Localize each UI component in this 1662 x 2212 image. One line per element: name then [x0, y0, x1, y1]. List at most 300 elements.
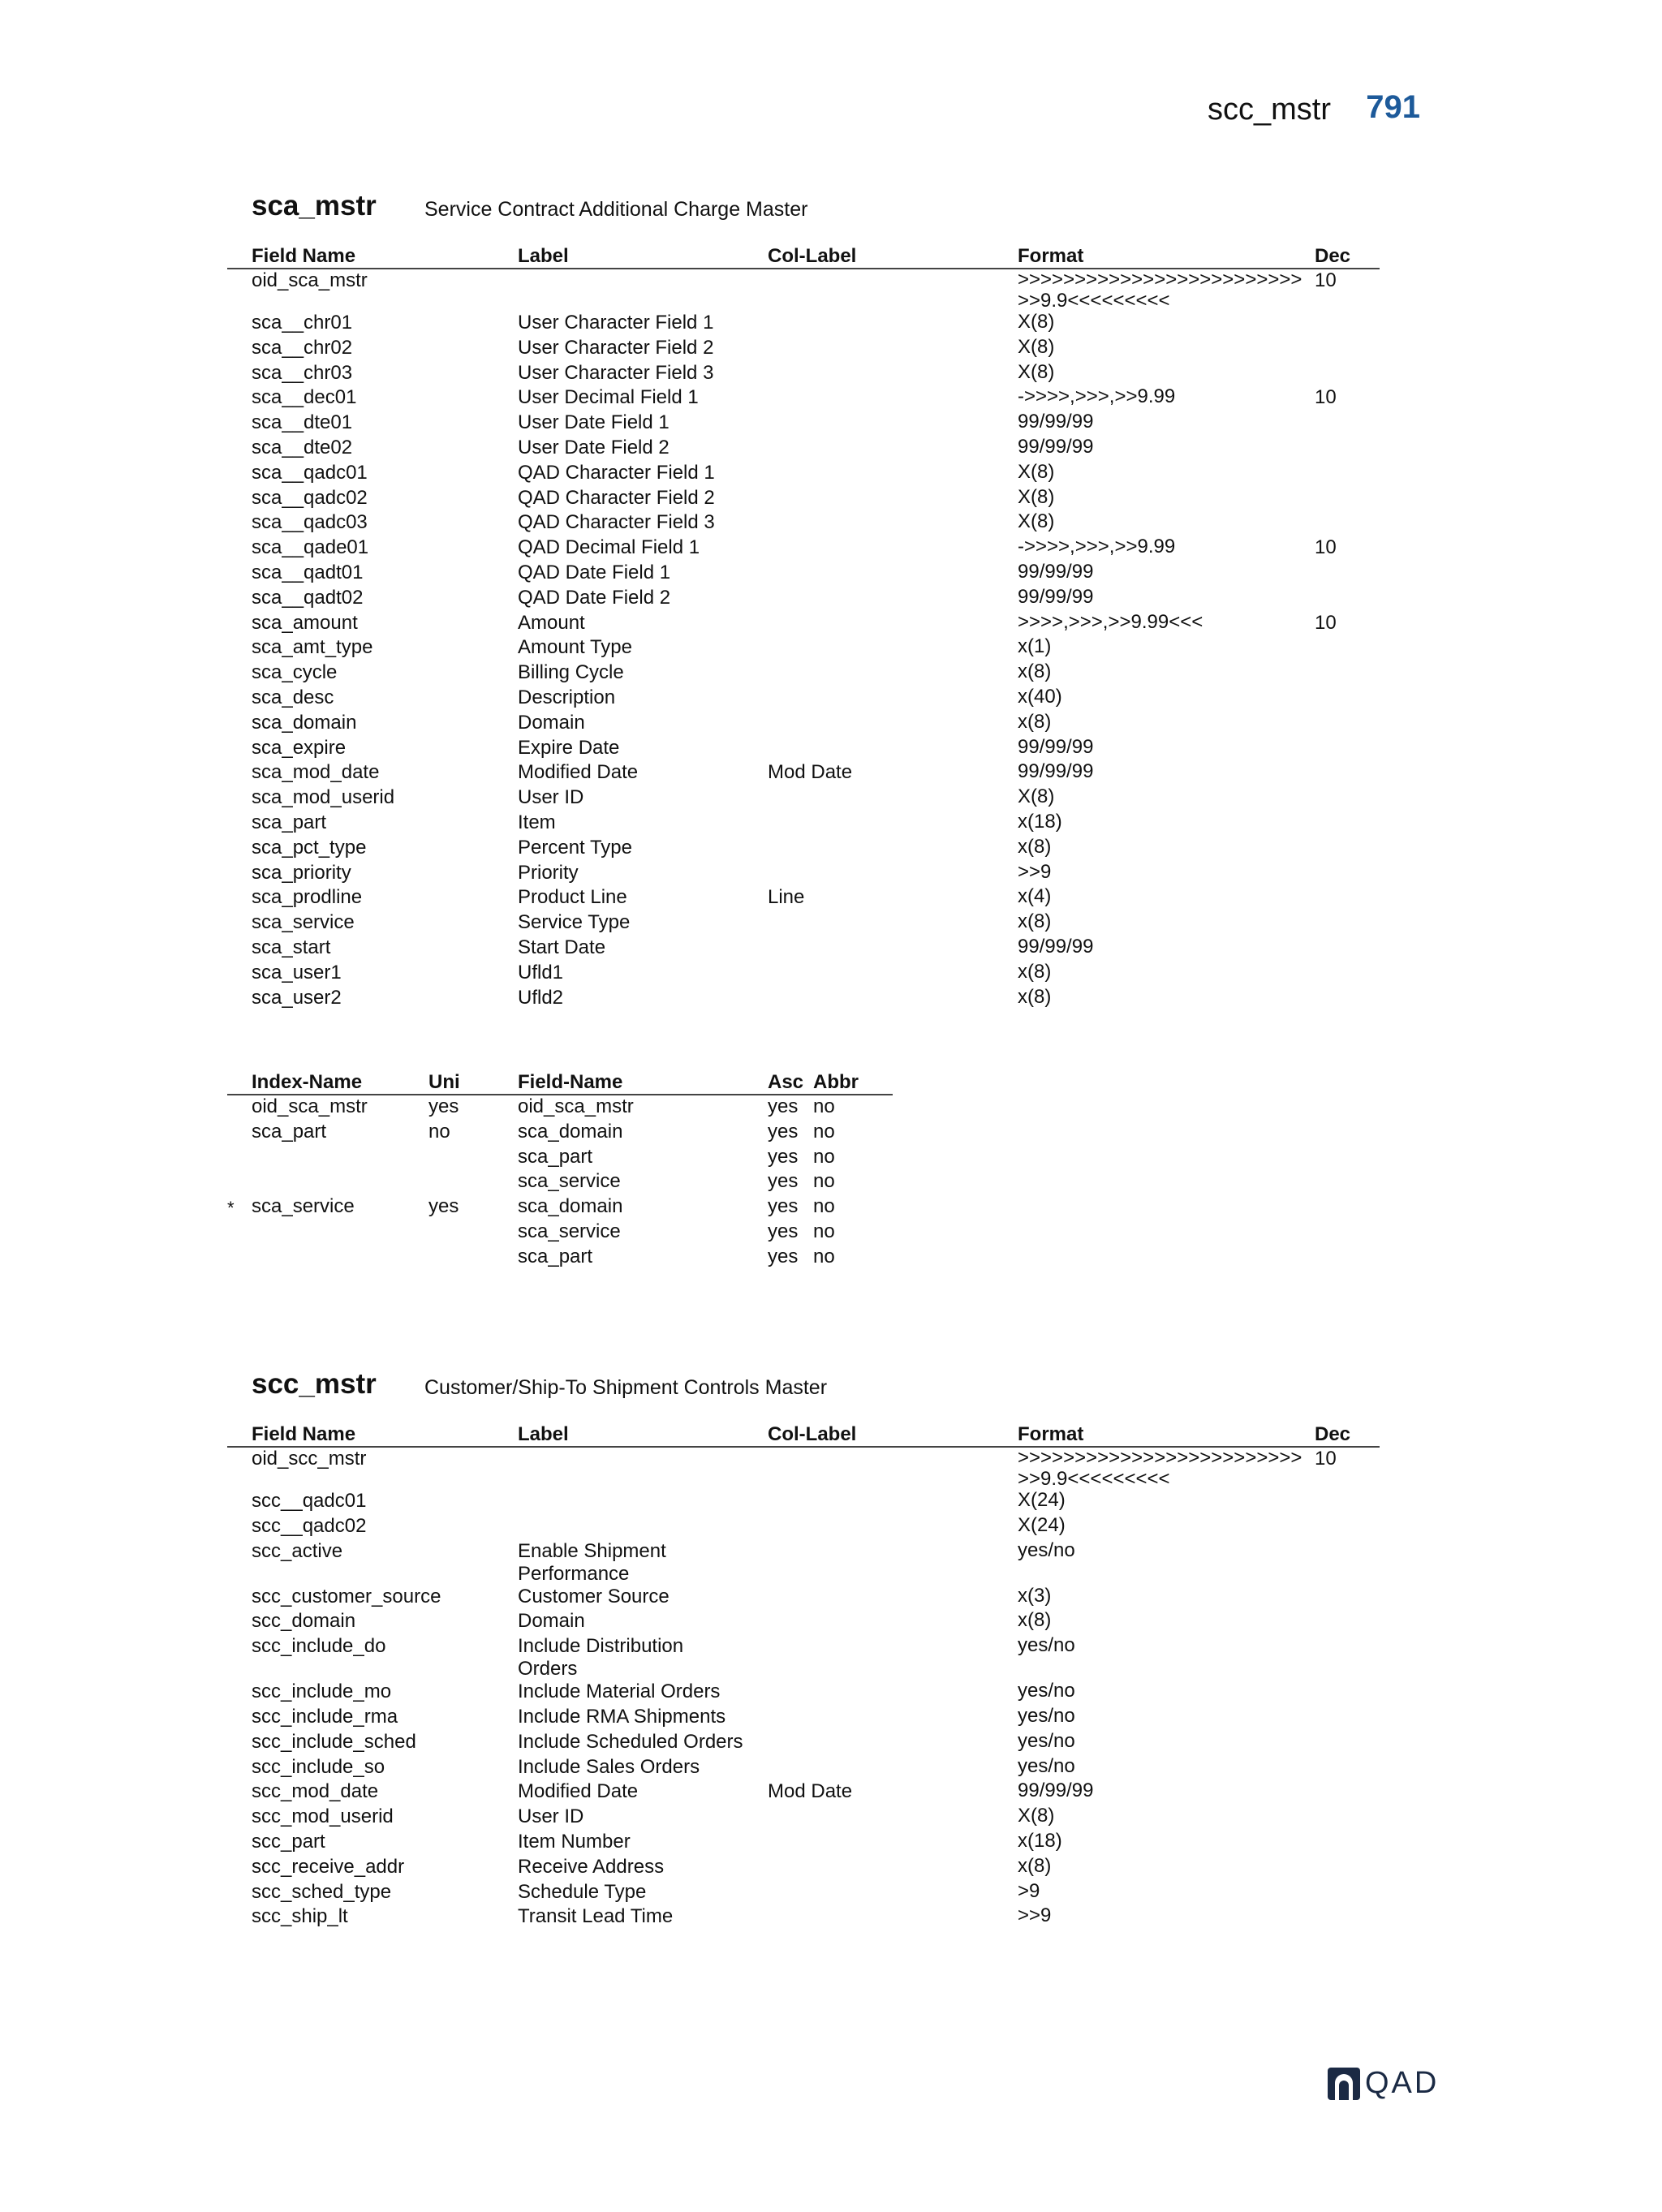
format-cell: yes/no [1018, 1704, 1075, 1727]
format-cell: x(8) [1018, 1854, 1052, 1877]
label-cell: Priority [518, 861, 579, 884]
field-name-cell: oid_sca_mstr [252, 269, 368, 291]
index-name-text: oid_sca_mstr [252, 1095, 368, 1117]
index-name-cell [227, 1220, 428, 1246]
uni-cell [428, 1246, 493, 1271]
dec-cell [1310, 886, 1380, 911]
qad-logo [1328, 2068, 1449, 2103]
label-cell: Service Type [518, 911, 631, 934]
dec-cell [1310, 811, 1380, 837]
uni-cell: no [428, 1120, 450, 1143]
field-name-cell: sca_user1 [252, 961, 342, 983]
label-cell: Include Distribution Orders [518, 1635, 684, 1681]
format-cell: yes/no [1018, 1729, 1075, 1752]
col-label-cell [743, 1515, 993, 1540]
table-row [227, 936, 1380, 962]
page-header [1136, 88, 1445, 136]
col-label-cell [743, 562, 993, 587]
asc-cell: yes [768, 1245, 799, 1267]
field-name-cell: sca__qadt02 [252, 586, 364, 609]
label-cell: Include Scheduled Orders [518, 1730, 743, 1753]
table-row [227, 1731, 1380, 1756]
label-cell: User Character Field 2 [518, 336, 714, 359]
label-cell: Modified Date [518, 761, 639, 784]
table-row [227, 786, 1380, 811]
format-cell: X(8) [1018, 360, 1055, 383]
label-cell: QAD Character Field 2 [518, 486, 715, 509]
label-cell: Amount Type [518, 636, 632, 659]
col-label-cell [743, 511, 993, 536]
section-description: Service Contract Additional Charge Master [424, 198, 808, 221]
field-name-cell: sca_mod_userid [252, 786, 395, 809]
index-field-name-cell: sca_service [518, 1170, 621, 1193]
format-cell: x(8) [1018, 835, 1052, 858]
index-row [227, 1095, 893, 1121]
label-cell: Description [518, 686, 616, 708]
format-cell: 99/99/99 [1018, 411, 1094, 433]
format-cell: x(8) [1018, 960, 1052, 983]
table-row [227, 661, 1380, 686]
index-row [227, 1220, 893, 1246]
uni-cell [428, 1220, 493, 1246]
index-field-name-cell: sca_part [518, 1245, 593, 1267]
table-row [227, 612, 1380, 637]
format-cell: X(24) [1018, 1513, 1066, 1536]
col-label-cell [743, 1831, 993, 1856]
col-label-cell: Mod Date [768, 761, 853, 784]
format-cell: 99/99/99 [1018, 760, 1094, 783]
abbr-cell: no [813, 1095, 835, 1117]
column-header-col-label: Col-Label [743, 242, 993, 269]
table-row [227, 337, 1380, 362]
field-name-cell: sca__chr02 [252, 336, 353, 359]
format-cell: x(4) [1018, 885, 1052, 908]
field-name-cell: scc_domain [252, 1610, 356, 1633]
index-name-cell [227, 1121, 428, 1146]
label-cell: Amount [518, 611, 585, 634]
col-label-cell [743, 462, 993, 487]
label-cell: Start Date [518, 936, 606, 958]
uni-cell: yes [428, 1095, 459, 1117]
format-cell: 99/99/99 [1018, 560, 1094, 583]
dec-cell [1310, 661, 1380, 686]
format-cell: 99/99/99 [1018, 1779, 1094, 1802]
label-cell: Item Number [518, 1830, 631, 1853]
table-row [227, 1540, 1380, 1586]
index-field-name-cell: sca_service [518, 1220, 621, 1242]
dec-cell: 10 [1315, 611, 1337, 634]
column-header-format: Format [993, 242, 1310, 269]
field-name-cell: scc_include_do [252, 1635, 386, 1658]
col-label-cell [743, 1490, 993, 1515]
table-row [227, 1831, 1380, 1856]
abbr-cell: no [813, 1120, 835, 1143]
field-name-cell: scc_include_mo [252, 1681, 392, 1703]
column-header-field-name: Field Name [227, 242, 493, 269]
col-label-cell [743, 1756, 993, 1781]
field-name-cell: sca_pct_type [252, 836, 367, 859]
col-label-cell [743, 386, 993, 411]
abbr-cell: no [813, 1195, 835, 1218]
table-row [227, 1856, 1380, 1881]
dec-cell [1310, 487, 1380, 512]
table-row [227, 386, 1380, 411]
col-label-cell [743, 1706, 993, 1731]
format-cell: x(40) [1018, 685, 1062, 708]
table-row [227, 562, 1380, 587]
table-row [227, 1780, 1380, 1805]
label-cell: Modified Date [518, 1780, 639, 1803]
dec-cell [1310, 1831, 1380, 1856]
field-table-header-row [227, 242, 1380, 269]
label-cell: Domain [518, 711, 585, 734]
asc-cell: yes [768, 1120, 799, 1143]
label-cell: QAD Decimal Field 1 [518, 536, 700, 559]
col-label-cell [743, 686, 993, 712]
col-label-cell [743, 636, 993, 661]
col-label-cell [743, 269, 993, 312]
label-cell: Include Sales Orders [518, 1755, 700, 1778]
index-name-text: sca_part [252, 1120, 327, 1143]
field-name-cell: sca_user2 [252, 986, 342, 1009]
dec-cell: 10 [1315, 1448, 1337, 1470]
col-label-cell [743, 862, 993, 887]
col-label-cell [743, 1540, 993, 1586]
format-cell: X(8) [1018, 311, 1055, 333]
format-cell: x(8) [1018, 710, 1052, 733]
index-row [227, 1146, 893, 1171]
format-cell: yes/no [1018, 1634, 1075, 1657]
label-cell [493, 1515, 743, 1540]
label-cell: User Decimal Field 1 [518, 386, 699, 409]
format-cell: >>>>,>>>,>>9.99<<< [1018, 610, 1203, 633]
col-label-cell [743, 1610, 993, 1635]
asc-cell: yes [768, 1145, 799, 1168]
asc-cell: yes [768, 1220, 799, 1242]
dec-cell [1310, 437, 1380, 462]
format-cell: yes/no [1018, 1539, 1075, 1561]
column-header-index-name: Index-Name [227, 1068, 428, 1095]
dec-cell [1310, 411, 1380, 437]
col-label-cell [743, 911, 993, 936]
dec-cell [1310, 786, 1380, 811]
field-name-cell: sca__qade01 [252, 536, 369, 559]
label-cell [493, 1447, 743, 1490]
dec-cell [1310, 737, 1380, 762]
format-cell: 99/99/99 [1018, 585, 1094, 608]
dec-cell [1310, 862, 1380, 887]
field-name-cell: sca__dte02 [252, 436, 353, 458]
col-label-cell [743, 661, 993, 686]
field-name-cell: scc_sched_type [252, 1880, 392, 1903]
abbr-cell: no [813, 1145, 835, 1168]
dec-cell [1310, 1515, 1380, 1540]
col-label-cell [743, 936, 993, 962]
label-cell: Enable Shipment Performance [518, 1539, 666, 1585]
label-cell: User ID [518, 1805, 584, 1828]
index-table-header-row [227, 1068, 893, 1095]
dec-cell [1310, 337, 1380, 362]
format-cell: x(18) [1018, 1829, 1062, 1852]
field-name-cell: sca_cycle [252, 661, 338, 684]
label-cell [493, 269, 743, 312]
format-cell: x(18) [1018, 810, 1062, 833]
format-cell: X(8) [1018, 1805, 1055, 1827]
table-row [227, 811, 1380, 837]
asc-cell: yes [768, 1195, 799, 1218]
section-description: Customer/Ship-To Shipment Controls Master [424, 1376, 828, 1399]
field-name-cell: sca__qadc02 [252, 486, 368, 509]
format-cell: X(24) [1018, 1489, 1066, 1511]
col-label-cell [743, 712, 993, 737]
table-row [227, 587, 1380, 612]
dec-cell [1310, 562, 1380, 587]
format-cell: x(8) [1018, 910, 1052, 933]
col-label-cell [743, 587, 993, 612]
index-field-name-cell: oid_sca_mstr [518, 1095, 634, 1117]
dec-cell [1310, 911, 1380, 936]
table-row [227, 837, 1380, 862]
table-row [227, 1681, 1380, 1706]
label-cell: Transit Lead Time [518, 1905, 674, 1928]
dec-cell [1310, 1490, 1380, 1515]
dec-cell [1310, 962, 1380, 987]
table-row [227, 712, 1380, 737]
field-name-cell: sca_service [252, 911, 355, 934]
column-header-dec: Dec [1310, 242, 1380, 269]
format-cell: X(8) [1018, 485, 1055, 508]
abbr-cell: no [813, 1170, 835, 1193]
index-name-cell [227, 1170, 428, 1195]
field-name-cell: sca_desc [252, 686, 334, 708]
qad-logo-icon [1328, 2068, 1360, 2100]
label-cell: Percent Type [518, 836, 632, 859]
table-row [227, 1706, 1380, 1731]
col-label-cell [743, 437, 993, 462]
col-label-cell [743, 312, 993, 337]
field-name-cell: scc__qadc02 [252, 1514, 367, 1537]
field-name-cell: sca_priority [252, 861, 351, 884]
dec-cell [1310, 636, 1380, 661]
col-label-cell [743, 1731, 993, 1756]
field-name-cell: scc_include_rma [252, 1705, 398, 1728]
field-name-cell: scc_active [252, 1539, 343, 1562]
label-cell: Include Material Orders [518, 1681, 721, 1703]
dec-cell [1310, 362, 1380, 387]
table-row [227, 1586, 1380, 1611]
dec-cell [1310, 1681, 1380, 1706]
format-cell: 99/99/99 [1018, 435, 1094, 458]
label-cell: QAD Character Field 3 [518, 511, 715, 534]
index-name-cell [227, 1195, 428, 1220]
label-cell: Ufld2 [518, 986, 564, 1009]
column-header-label: Label [493, 242, 743, 269]
section-title: sca_mstr [252, 190, 377, 222]
field-name-cell: sca_part [252, 811, 327, 833]
column-header-label: Label [493, 1420, 743, 1447]
field-name-cell: sca_domain [252, 711, 357, 734]
index-name-cell [227, 1146, 428, 1171]
field-name-cell: sca__qadt01 [252, 561, 364, 583]
index-row [227, 1121, 893, 1146]
label-cell: User Date Field 1 [518, 411, 670, 434]
format-cell: X(8) [1018, 785, 1055, 808]
format-cell: >9 [1018, 1879, 1040, 1902]
index-row [227, 1195, 893, 1220]
col-label-cell [743, 987, 993, 1012]
dec-cell [1310, 987, 1380, 1012]
table-row [227, 962, 1380, 987]
col-label-cell [743, 536, 993, 562]
format-cell: 99/99/99 [1018, 935, 1094, 958]
table-row [227, 362, 1380, 387]
format-cell: >>9 [1018, 860, 1052, 883]
label-cell: User ID [518, 786, 584, 809]
dec-cell: 10 [1315, 536, 1337, 559]
field-name-cell: scc__qadc01 [252, 1490, 367, 1512]
field-name-cell: scc_part [252, 1830, 325, 1853]
col-label-cell [743, 1856, 993, 1881]
dec-cell: 10 [1315, 386, 1337, 409]
table-row [227, 737, 1380, 762]
dec-cell [1310, 1881, 1380, 1906]
table-row [227, 1635, 1380, 1681]
label-cell: Schedule Type [518, 1880, 647, 1903]
col-label-cell [743, 786, 993, 811]
format-cell: x(8) [1018, 1609, 1052, 1632]
table-row [227, 987, 1380, 1012]
dec-cell [1310, 1610, 1380, 1635]
table-row [227, 1447, 1380, 1490]
field-table [227, 242, 1380, 1011]
field-name-cell: sca__chr01 [252, 312, 353, 334]
col-label-cell: Mod Date [768, 1780, 853, 1803]
label-cell: Ufld1 [518, 961, 564, 983]
field-name-cell: scc_customer_source [252, 1585, 441, 1607]
format-cell: x(1) [1018, 635, 1052, 658]
field-name-cell: scc_include_so [252, 1755, 385, 1778]
table-row [227, 411, 1380, 437]
field-name-cell: scc_receive_addr [252, 1855, 405, 1878]
format-cell: X(8) [1018, 510, 1055, 533]
page-number: 791 [1366, 89, 1420, 125]
table-row [227, 269, 1380, 312]
column-header-dec: Dec [1310, 1420, 1380, 1447]
format-cell: yes/no [1018, 1754, 1075, 1777]
label-cell: Billing Cycle [518, 661, 624, 684]
dec-cell [1310, 1586, 1380, 1611]
dec-cell [1310, 1856, 1380, 1881]
col-label-cell [743, 1447, 993, 1490]
dec-cell [1310, 312, 1380, 337]
table-row [227, 1490, 1380, 1515]
table-row [227, 437, 1380, 462]
format-cell: >>>>>>>>>>>>>>>>>>>>>>>>>>>9.9<<<<<<<<< [1018, 1447, 1302, 1490]
index-field-name-cell: sca_part [518, 1145, 593, 1168]
col-label-cell [743, 612, 993, 637]
table-row [227, 686, 1380, 712]
field-name-cell: sca__chr03 [252, 361, 353, 384]
index-name-cell [227, 1095, 428, 1121]
dec-cell [1310, 1780, 1380, 1805]
dec-cell [1310, 511, 1380, 536]
abbr-cell: no [813, 1245, 835, 1267]
column-header-col-label: Col-Label [743, 1420, 993, 1447]
dec-cell [1310, 1756, 1380, 1781]
col-label-cell [743, 837, 993, 862]
format-cell: ->>>>,>>>,>>9.99 [1018, 385, 1176, 408]
label-cell: User Date Field 2 [518, 436, 670, 458]
header-table-name: scc_mstr [1208, 93, 1331, 127]
dec-cell [1310, 712, 1380, 737]
asc-cell: yes [768, 1170, 799, 1193]
col-label-cell [743, 362, 993, 387]
uni-cell [428, 1146, 493, 1171]
dec-cell [1310, 1635, 1380, 1681]
table-row [227, 1756, 1380, 1781]
field-name-cell: sca_amount [252, 611, 358, 634]
label-cell: Domain [518, 1610, 585, 1633]
dec-cell [1310, 1731, 1380, 1756]
table-row [227, 1881, 1380, 1906]
dec-cell [1310, 1905, 1380, 1930]
table-row [227, 462, 1380, 487]
format-cell: x(8) [1018, 661, 1052, 683]
col-label-cell [743, 1905, 993, 1930]
label-cell [493, 1490, 743, 1515]
field-name-cell: sca__dte01 [252, 411, 353, 434]
index-row [227, 1246, 893, 1271]
dec-cell [1310, 1540, 1380, 1586]
label-cell: User Character Field 3 [518, 361, 714, 384]
dec-cell [1310, 587, 1380, 612]
field-name-cell: scc_mod_date [252, 1780, 379, 1803]
table-row [227, 1905, 1380, 1930]
index-field-name-cell: sca_domain [518, 1195, 623, 1218]
column-header-asc: Asc [743, 1068, 813, 1095]
table-row [227, 511, 1380, 536]
format-cell: x(8) [1018, 985, 1052, 1008]
asc-cell: yes [768, 1095, 799, 1117]
col-label-cell [743, 411, 993, 437]
table-row [227, 862, 1380, 887]
field-name-cell: sca__dec01 [252, 386, 357, 409]
index-row [227, 1170, 893, 1195]
format-cell: >>9 [1018, 1904, 1052, 1927]
index-name-text: sca_service [252, 1195, 355, 1218]
table-row [227, 1805, 1380, 1831]
logo-text: QAD [1365, 2066, 1440, 2100]
section-title: scc_mstr [252, 1368, 377, 1400]
format-cell: 99/99/99 [1018, 735, 1094, 758]
column-header-uni: Uni [428, 1068, 493, 1095]
dec-cell [1310, 936, 1380, 962]
label-cell: QAD Character Field 1 [518, 461, 715, 484]
col-label-cell [743, 1881, 993, 1906]
uni-cell [428, 1170, 493, 1195]
col-label-cell [743, 1805, 993, 1831]
field-name-cell: sca_mod_date [252, 761, 380, 784]
col-label-cell [743, 1681, 993, 1706]
format-cell: X(8) [1018, 335, 1055, 358]
field-name-cell: sca_prodline [252, 886, 363, 909]
dec-cell [1310, 462, 1380, 487]
field-table [227, 1420, 1380, 1930]
table-row [227, 761, 1380, 786]
column-header-abbr: Abbr [813, 1068, 893, 1095]
index-table [227, 1068, 893, 1271]
col-label-cell [743, 737, 993, 762]
